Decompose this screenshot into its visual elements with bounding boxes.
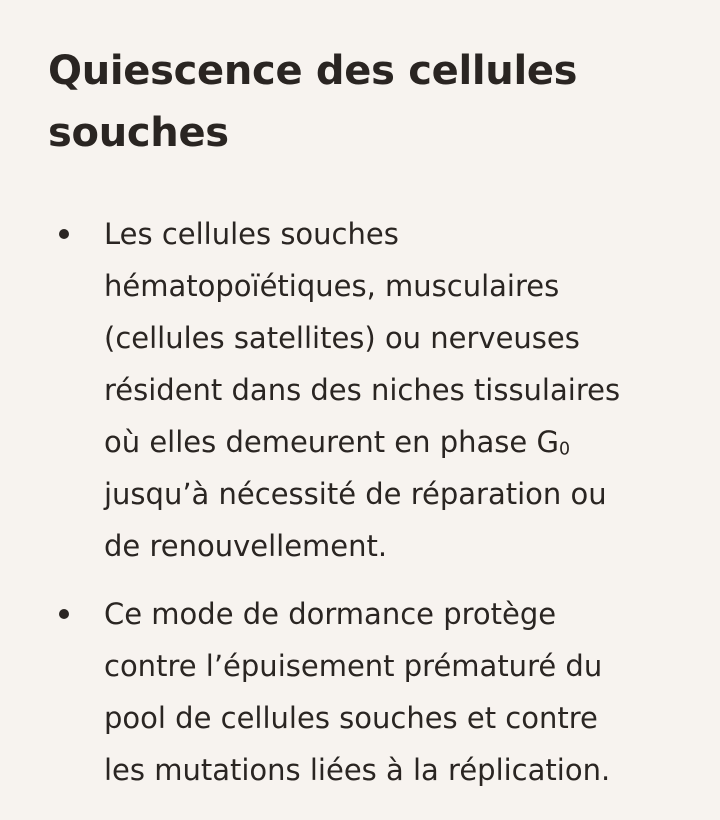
list-item-line: de renouvellement. <box>104 529 388 563</box>
list-item-line: résident dans des niches tissulaires <box>104 373 621 407</box>
list-item-line: jusqu’à nécessité de réparation ou <box>104 477 607 511</box>
list-item-line: hématopoïétiques, musculaires <box>104 269 560 303</box>
list-item-line: contre l’épuisement prématuré du <box>104 649 603 683</box>
list-item <box>48 588 672 796</box>
list-item-line: pool de cellules souches et contre <box>104 701 598 735</box>
list-item-line-text: où elles demeurent en phase G <box>104 425 559 459</box>
page-title <box>48 40 672 164</box>
phase-subscript: 0 <box>558 439 571 460</box>
title-line-1: Quiescence des cellules <box>48 48 578 94</box>
bullet-list <box>48 208 672 796</box>
list-item <box>48 208 672 572</box>
list-item-line: Les cellules souches <box>104 217 399 251</box>
list-item-line: (cellules satellites) ou nerveuses <box>104 321 580 355</box>
list-item-line: Ce mode de dormance protège <box>104 597 557 631</box>
bullet-icon <box>59 229 69 239</box>
title-line-2: souches <box>48 110 229 156</box>
list-item-line: les mutations liées à la réplication. <box>104 753 611 787</box>
list-item-line-phase <box>104 416 672 468</box>
bullet-icon <box>59 609 69 619</box>
